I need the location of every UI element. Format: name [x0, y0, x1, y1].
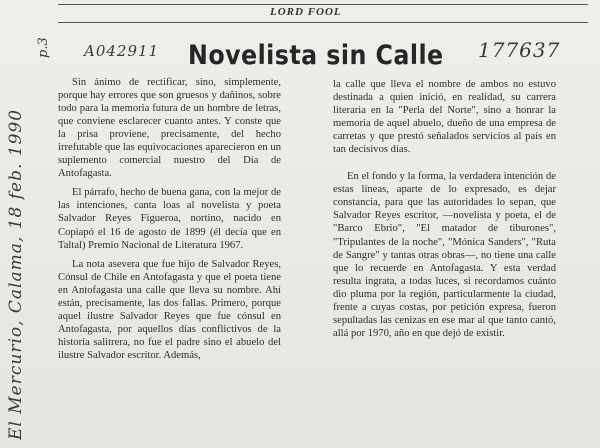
- left-column: [58, 76, 281, 446]
- right-column: [333, 78, 556, 448]
- page-reference: p.3: [36, 37, 51, 58]
- right-paragraph-1: la calle que lleva el nombre de ambos no estuvo destinada a quien inició, en realidad, su carrera literaria en la "Perla del Norte", sino a honrar la memoria de aquel abuelo, dueño de una empresa de carretas y que prestó señalados servicios al país en tan decisivos días.: [333, 79, 556, 156]
- article-title: Novelista sin Calle: [188, 40, 444, 71]
- right-paragraph-2: En el fondo y la forma, la verdadera intención de estas líneas, aparte de lo expresado, es dejar constancia, para que las autoridades lo sepan, que Salvador Reyes escritor, —novelista y poeta, el de "Barco Ebrio", "El matador de tiburones", "Tripulantes de la noche", "Mónica Sanders", "Ruta de Sangre" y tantas otras obras—, no tiene una calle que lo recuerde en Antofagasta. Y esta verdad resulta ingrata, a todas luces, si recordamos cuánto dio pluma por la región, particularmente la ciudad, frente a cuyas costas, por petición expresa, fueron sepultadas las cenizas en ese mar al que tanto cantó, allá por 1970, año en que dejó de existir.: [333, 171, 556, 339]
- left-paragraph-3: La nota asevera que fue hijo de Salvador Reyes, Cónsul de Chile en Antofagasta y que el poeta tiene en Antofagasta una calle que lleva su nombre. Ahí están, precisamente, las dos fallas. Primero, porque aquel ilustre Salvador Reyes que fue cónsul en Antofagasta, por aquellos días conflictivos de la historia salitrera, no fue el padre sino el abuelo del ilustre Salvador escritor. Además,: [58, 258, 281, 361]
- left-paragraph-1: Sin ánimo de rectificar, sino, simplemente, porque hay errores que son gruesos y dañinos, sobre todo para la memoria futura de un hombre de letras, que conviene esclarecer cuanto antes. Y conste que la prisa proviene, precisamente, del hecho irrefutable que las equivocaciones aparecieron en un suplemento comercial nuestro del Día de Antofagasta.: [58, 77, 281, 180]
- catalog-number-right: 177637: [478, 38, 561, 62]
- catalog-number-left: A042911: [84, 42, 160, 60]
- top-rule: [58, 4, 588, 5]
- section-label: LORD FOOL: [270, 6, 342, 18]
- left-paragraph-2: El párrafo, hecho de buena gana, con la mejor de las intenciones, canta loas al novelista y poeta Salvador Reyes Figueroa, nortino, nacido en Copiapó el 16 de agosto de 1899 (él decía que en Taltal) Premio Nacional de Literatura 1967.: [58, 187, 281, 251]
- header-rule: [58, 22, 588, 23]
- source-handwritten-note: El Mercurio, Calama, 18 feb. 1990: [6, 108, 26, 440]
